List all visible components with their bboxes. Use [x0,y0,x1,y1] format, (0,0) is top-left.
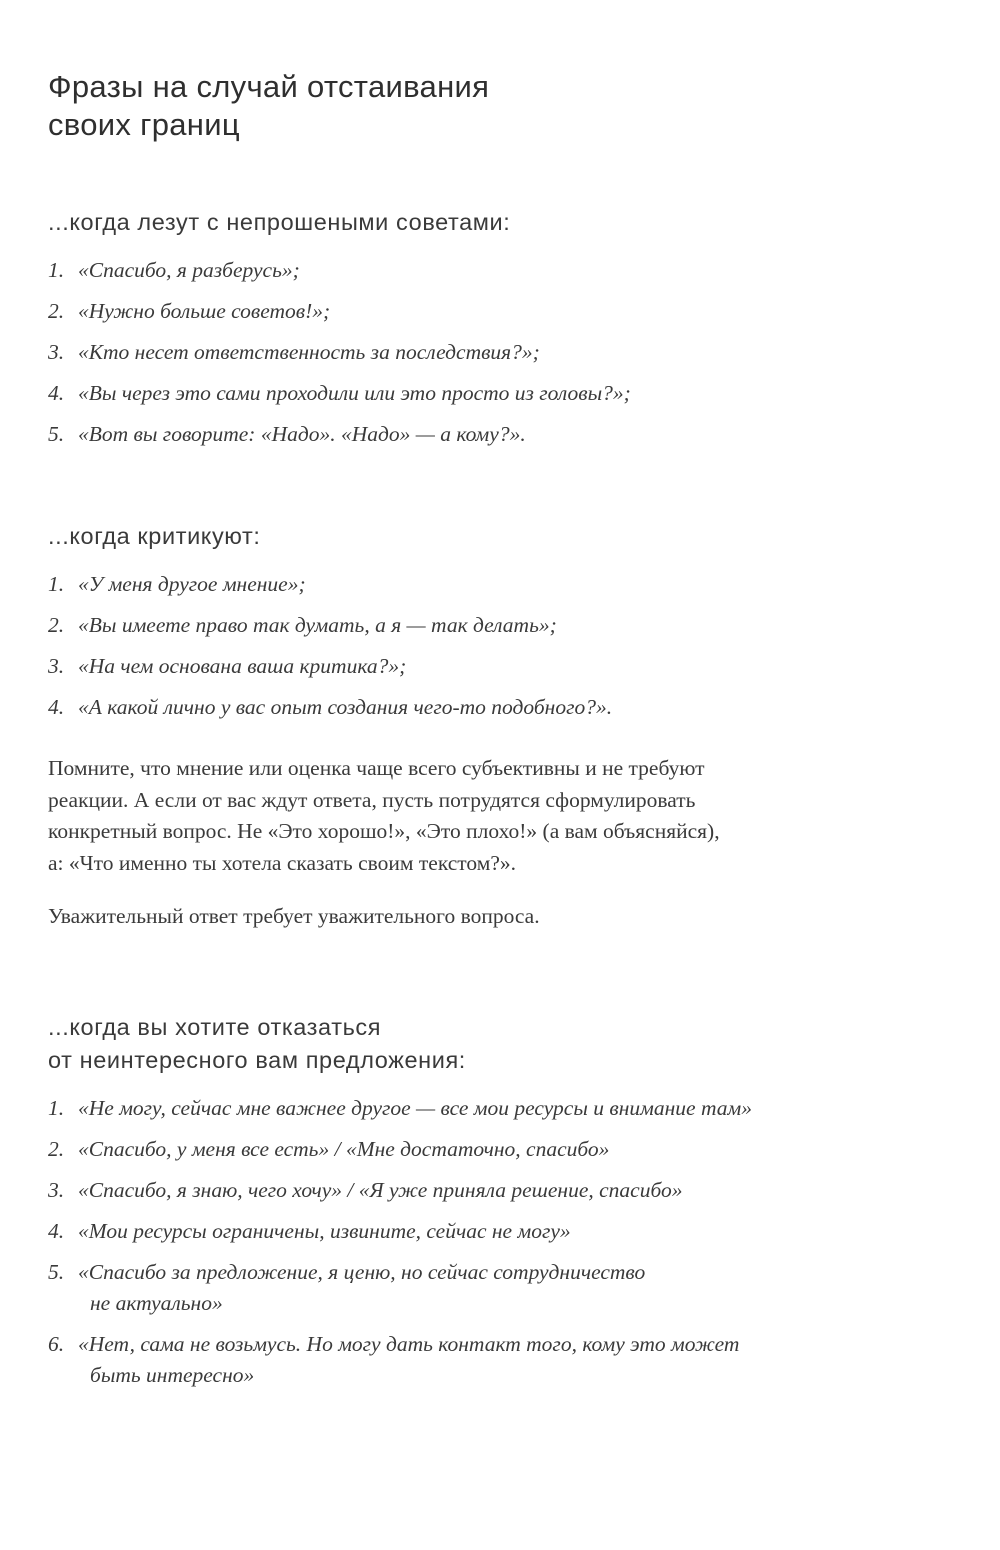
item-text: «Спасибо, у меня все есть» / «Мне достаточно, спасибо» [78,1136,610,1161]
item-text: «Кто несет ответственность за последствия?»; [78,340,540,364]
item-number: 2. [48,613,65,637]
list-item [48,1257,920,1319]
list-item [48,255,920,286]
item-number: 2. [48,299,65,323]
section-heading [48,520,920,553]
item-number: 5. [48,422,65,446]
section-heading-line: от неинтересного вам предложения: [48,1046,466,1073]
list-item [48,651,920,682]
list-item [48,378,920,409]
item-text: «Спасибо, я знаю, чего хочу» / «Я уже приняла решение, спасибо» [78,1177,683,1202]
section-heading [48,206,920,239]
phrase-list [48,1093,920,1391]
section-heading [48,1011,920,1077]
item-number: 1. [48,258,65,282]
list-item [48,569,920,600]
item-text-line: «Спасибо за предложение, я ценю, но сейчас сотрудничество [78,1259,646,1284]
item-text: «А какой лично у вас опыт создания чего-то подобного?». [78,695,613,719]
paragraph-line: конкретный вопрос. Не «Это хорошо!», «Это плохо!» (а вам объясняйся), [48,819,720,843]
item-number: 4. [48,381,65,405]
list-item [48,1216,920,1247]
item-text [78,1329,920,1391]
list-item [48,419,920,450]
list-item [48,692,920,723]
item-number: 1. [48,572,65,596]
item-text: «Вы через это сами проходили или это просто из головы?»; [78,381,631,405]
item-text: «Спасибо, я разберусь»; [78,258,300,282]
section-heading-line: ...когда вы хотите отказаться [48,1013,382,1040]
item-text-line: не актуально» [90,1290,223,1315]
list-item [48,610,920,641]
list-item [48,1134,920,1165]
list-item [48,1329,920,1391]
item-text: «Вы имеете право так думать, а я — так делать»; [78,613,557,637]
paragraph-line: реакции. А если от вас ждут ответа, пусть потрудятся сформулировать [48,787,696,812]
paragraph-line: а: «Что именно ты хотела сказать своим текстом?». [48,850,517,875]
page-title-line: своих границ [48,107,240,142]
item-text: «Мои ресурсы ограничены, извините, сейчас не могу» [78,1218,571,1243]
section-declining-offer [48,1011,920,1391]
body-paragraph [48,753,920,879]
item-text: «Нужно больше советов!»; [78,299,331,323]
item-text: «Вот вы говорите: «Надо». «Надо» — а кому?». [78,422,526,446]
item-number: 6. [48,1331,65,1356]
item-text-line: быть интересно» [90,1362,255,1387]
page-title [48,68,920,144]
item-number: 5. [48,1259,65,1284]
section-unsolicited-advice [48,206,920,450]
item-text: «У меня другое мнение»; [78,572,306,596]
item-number: 4. [48,1218,65,1243]
section-heading-line: ...когда критикуют: [48,523,261,549]
section-heading-line: ...когда лезут с непрошеными советами: [48,209,511,235]
body-paragraph [48,901,920,933]
item-number: 3. [48,1177,65,1202]
item-text [78,1257,920,1319]
item-text: «Не могу, сейчас мне важнее другое — все мои ресурсы и внимание там» [78,1095,752,1120]
section-criticism [48,520,920,933]
item-text-line: «Нет, сама не возьмусь. Но могу дать контакт того, кому это может [78,1331,740,1356]
list-item [48,1175,920,1206]
list-item [48,337,920,368]
phrase-list [48,255,920,450]
item-number: 3. [48,654,65,678]
phrase-list [48,569,920,723]
item-text: «На чем основана ваша критика?»; [78,654,407,678]
item-number: 1. [48,1095,65,1120]
paragraph-line: Уважительный ответ требует уважительного вопроса. [48,904,540,928]
paragraph-line: Помните, что мнение или оценка чаще всего субъективны и не требуют [48,756,705,780]
list-item [48,1093,920,1124]
list-item [48,296,920,327]
item-number: 2. [48,1136,65,1161]
page-title-line: Фразы на случай отстаивания [48,69,490,104]
item-number: 4. [48,695,65,719]
item-number: 3. [48,340,65,364]
